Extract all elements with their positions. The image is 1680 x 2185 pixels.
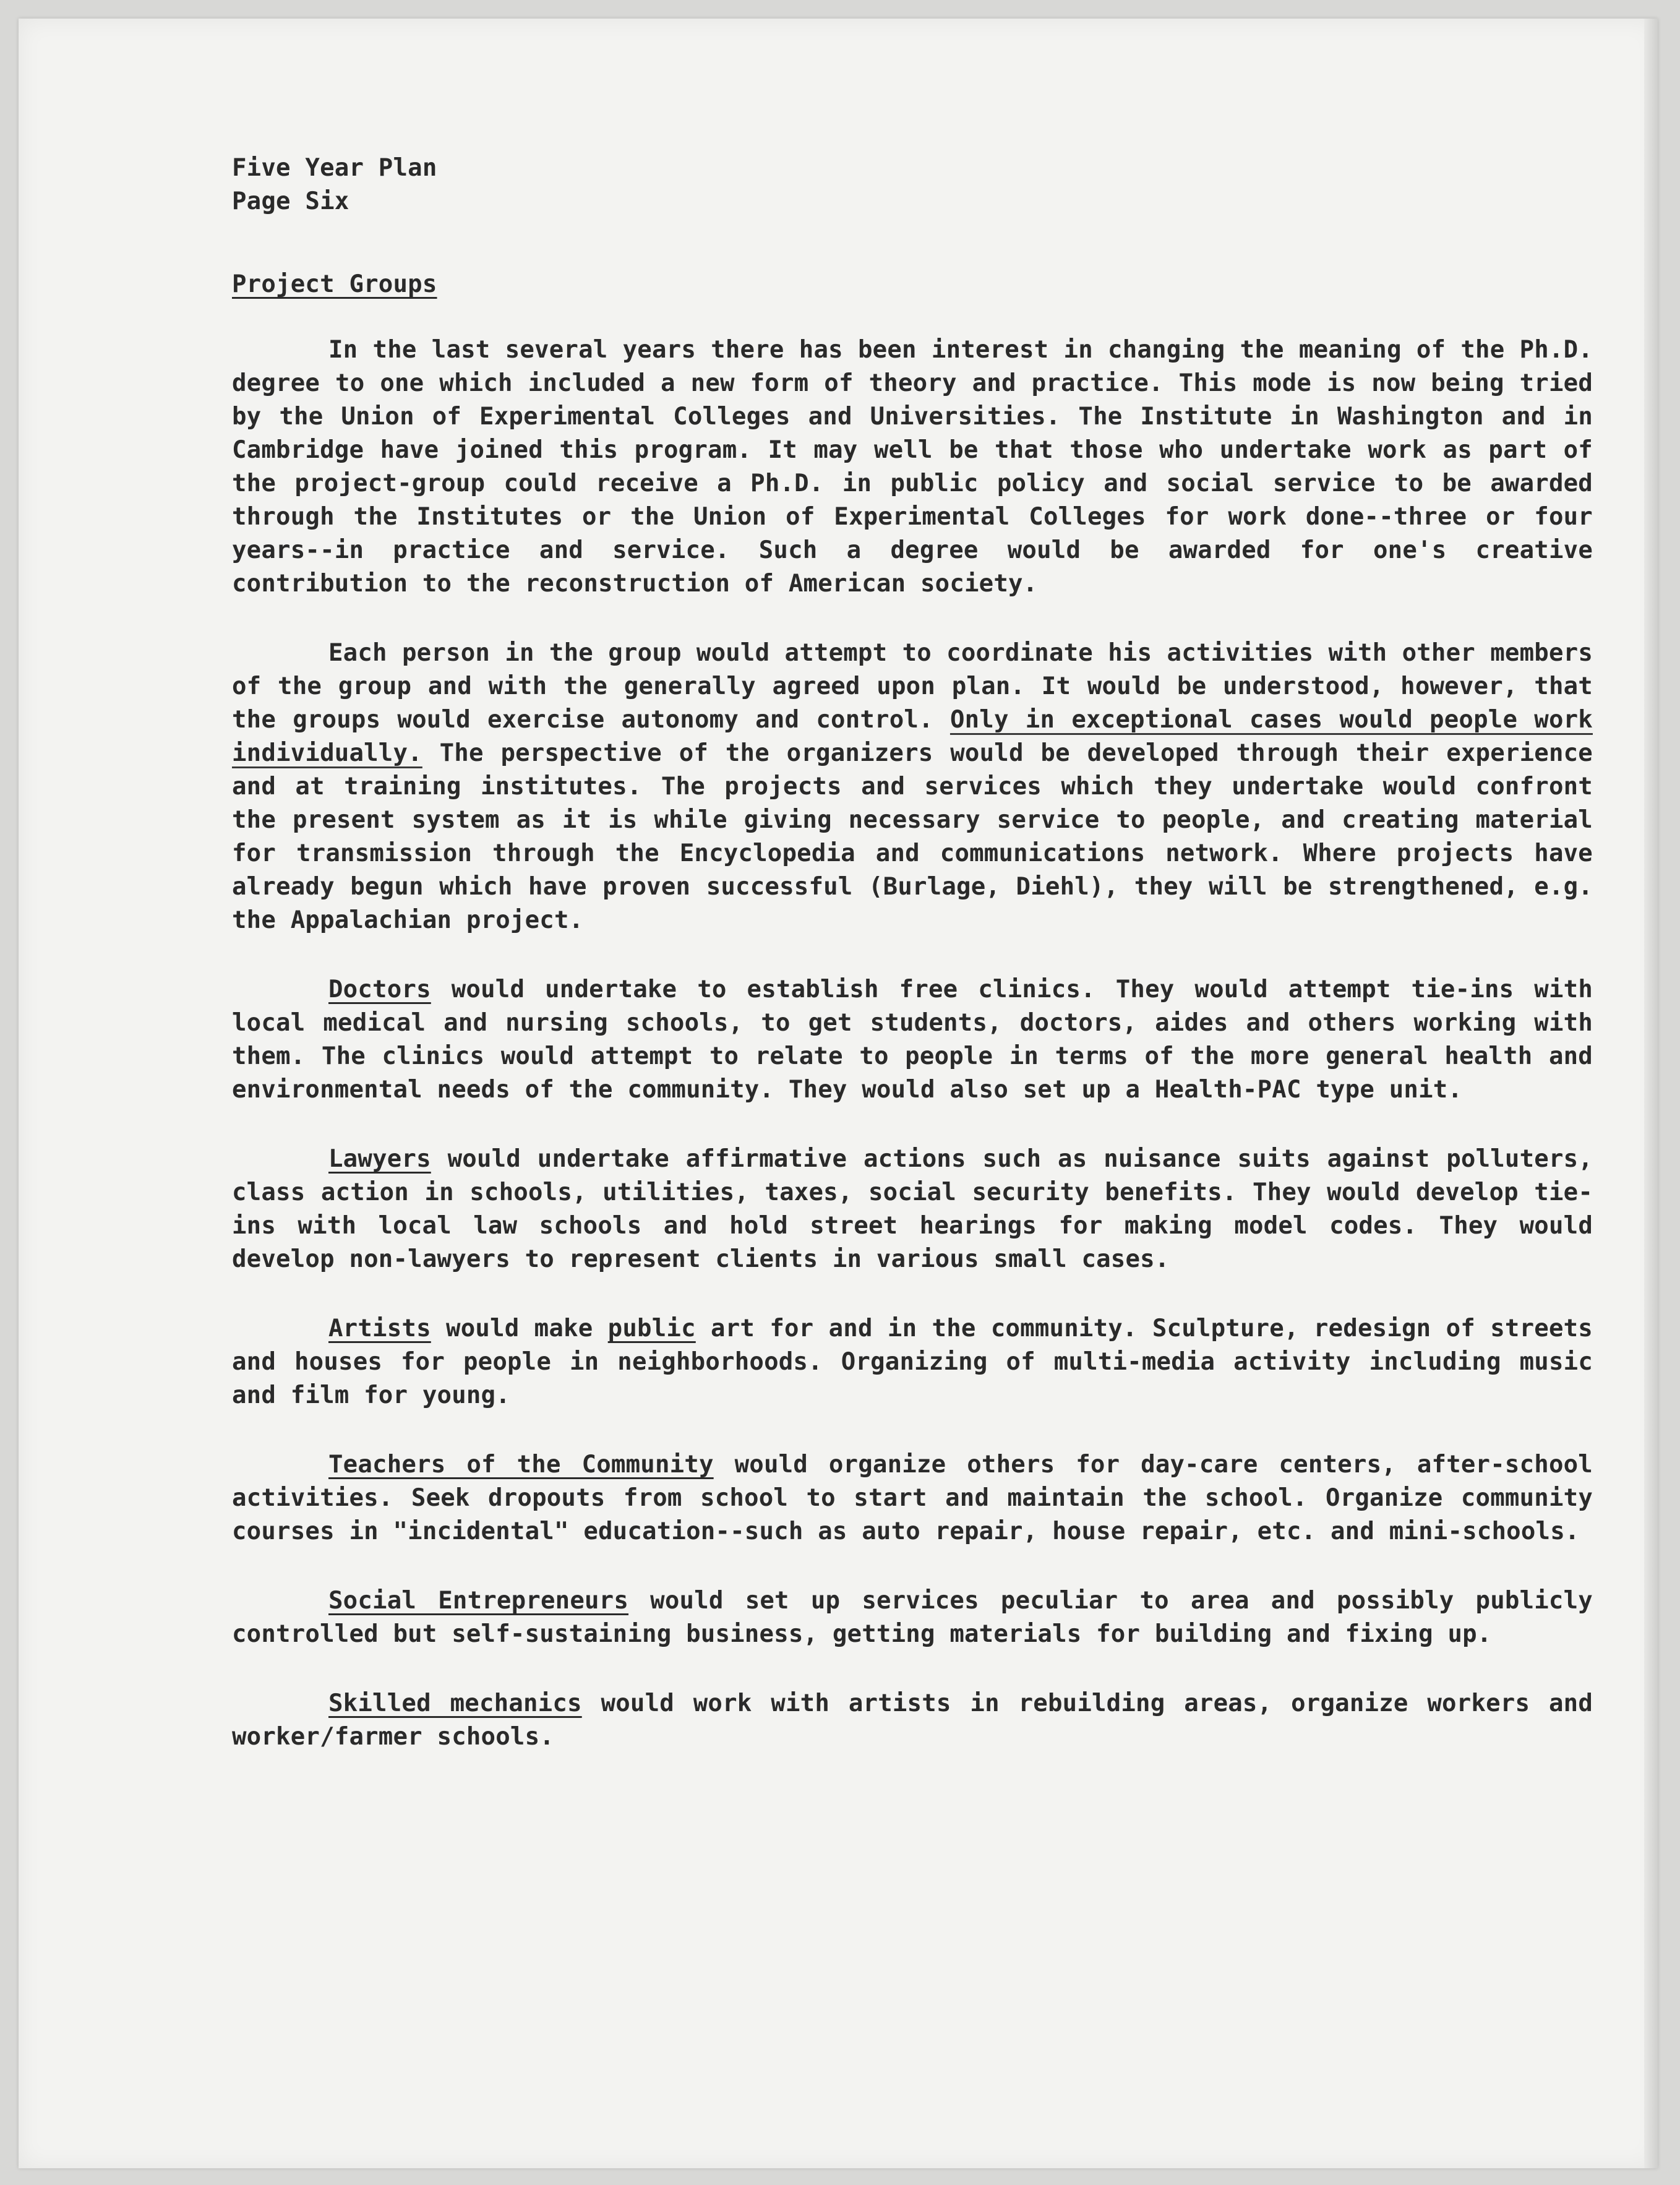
paragraph-lawyers xyxy=(232,1143,1593,1276)
handwritten-underline-individually: Only in exceptional cases would people work individually. xyxy=(232,706,1593,767)
header-page-number: Page Six xyxy=(232,187,349,215)
term-teachers: Teachers of the Community xyxy=(328,1451,714,1479)
entrepreneurs-text: would set up services peculiar to area and possibly publicly controlled but self-sustaining business, getting materials for building and fixing up. xyxy=(232,1587,1593,1648)
artists-text-b: art for and in the community. Sculpture, redesign of streets and houses for people in neighborhoods. Organizing of multi-media activity including music and film for young. xyxy=(232,1315,1593,1409)
doctors-text: would undertake to establish free clinics. They would attempt tie-ins with local medical and nursing schools, to get students, doctors, aides and others working with them. The clinics would attempt to relate to people in terms of the more general health and environmental needs of the community. They would also set up a Health-PAC type unit. xyxy=(232,976,1593,1104)
page-edge xyxy=(1644,19,1658,2168)
term-public: public xyxy=(607,1315,696,1342)
artists-text-a: would make xyxy=(446,1315,593,1342)
term-artists: Artists xyxy=(328,1315,431,1342)
document-body xyxy=(232,152,1593,1754)
paragraph-phd: In the last several years there has been interest in changing the meaning of the Ph.D. degree to one which included a new form of theory and practice. This mode is now being tried by the Union of Experimental Colleges and Universities. The Institute in Washington and in Cambridge have joined this program. It may well be that those who undertake work as part of the project-group could receive a Ph.D. in public policy and social service to be awarded through the Institutes or the Union of Experimental Colleges for work done--three or four years--in practice and service. Such a degree would be awarded for one's creative contribution to the reconstruction of American society. xyxy=(232,336,1593,598)
header-title: Five Year Plan xyxy=(232,154,437,182)
term-mechanics: Skilled mechanics xyxy=(328,1689,582,1717)
document-page xyxy=(19,19,1658,2168)
term-lawyers: Lawyers xyxy=(328,1145,431,1173)
paragraph-doctors xyxy=(232,973,1593,1107)
term-entrepreneurs: Social Entrepreneurs xyxy=(328,1587,629,1615)
mechanics-text: would work with artists in rebuilding areas, organize workers and worker/farmer schools. xyxy=(232,1689,1593,1751)
paragraph-teachers xyxy=(232,1448,1593,1548)
paragraph-artists xyxy=(232,1312,1593,1412)
paragraph-mechanics xyxy=(232,1687,1593,1754)
term-doctors: Doctors xyxy=(328,976,431,1003)
paragraph-group-text-a: Each person in the group would attempt to coordinate his activities with other members of the group and with the generally agreed upon plan. It would be understood, however, that the groups would exercise autonomy and control. xyxy=(232,639,1593,734)
paragraph-group-coordination xyxy=(232,637,1593,937)
section-title: Project Groups xyxy=(232,270,437,298)
paragraph-entrepreneurs xyxy=(232,1584,1593,1651)
teachers-text: would organize others for day-care centers, after-school activities. Seek dropouts from school to start and maintain the school. Organize community courses in "incidental" education--such as auto repair, house repair, etc. and mini-schools. xyxy=(232,1451,1593,1545)
lawyers-text: would undertake affirmative actions such as nuisance suits against polluters, class action in schools, utilities, taxes, social security benefits. They would develop tie-ins with local law schools and hold street hearings for making model codes. They would develop non-lawyers to represent clients in various small cases. xyxy=(232,1145,1593,1273)
paragraph-group-text-b: The perspective of the organizers would be developed through their experience and at training institutes. The projects and services which they undertake would confront the present system as it is while giving necessary service to people, and creating material for transmission through the Encyclopedia and communications network. Where projects have already begun which have proven successful (Burlage, Diehl), they will be strengthened, e.g. the Appalachian project. xyxy=(232,739,1593,934)
